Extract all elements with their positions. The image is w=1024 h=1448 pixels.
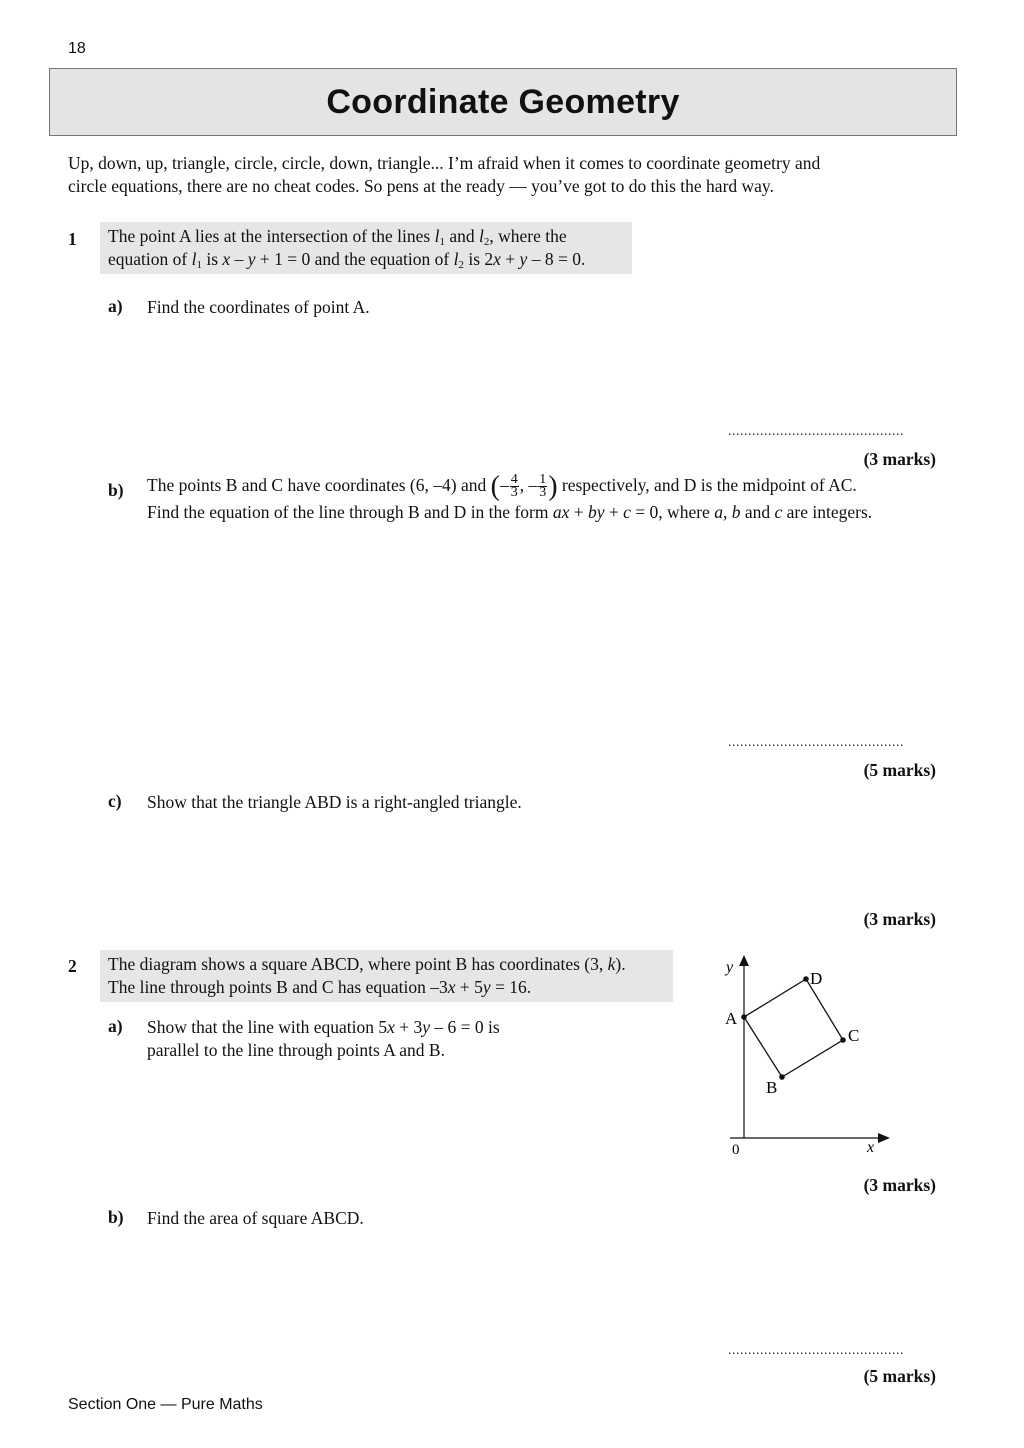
q1b-marks: (5 marks): [863, 760, 936, 780]
origin-label: 0: [732, 1142, 740, 1158]
q1c-marks: (3 marks): [863, 909, 936, 929]
point-b-label: B: [766, 1078, 778, 1097]
point-c-label: C: [848, 1026, 860, 1045]
question-2-number: 2: [68, 956, 77, 976]
q2b-answer-line[interactable]: ............................................: [728, 1343, 904, 1358]
question-1-stem-line-2: equation of $l_1$ is x – y + 1 = 0 and the equation of $l_2$ is 2x + y – 8 = 0.: [108, 249, 586, 271]
question-2-stem: [100, 950, 673, 1002]
q1c-label: c): [108, 791, 122, 811]
point-a-dot: [741, 1014, 747, 1020]
minus-sign: –: [499, 475, 509, 495]
q1a-label: a): [108, 296, 123, 316]
open-paren: (: [490, 470, 500, 502]
footer-section-label: Section One — Pure Maths: [68, 1396, 263, 1413]
y-axis-label: y: [726, 959, 734, 976]
q2a-line-2: parallel to the line through points A and B.: [147, 1040, 445, 1060]
q1a-marks: (3 marks): [863, 449, 936, 469]
q2b-label: b): [108, 1207, 124, 1227]
y-axis-arrow: [739, 955, 749, 966]
fraction-1: $\frac{4}{3}$: [510, 472, 518, 501]
q1b-line-1: The points B and C have coordinates (6, –4) and (– $\frac{4}{3}$ , – $\frac{1}{3}$ ) respectively, and D is the midpoint of AC.: [147, 470, 857, 502]
point-a-label: A: [725, 1009, 738, 1028]
page-title: Coordinate Geometry: [326, 82, 680, 121]
intro-line-1: Up, down, up, triangle, circle, circle, down, triangle... I’m afraid when it comes to coordinate geometry and: [68, 153, 821, 173]
q1b-text-end: respectively, and D is the midpoint of AC.: [561, 475, 857, 495]
q1b-text-start: The points B and C have coordinates (6, –4) and: [147, 475, 487, 495]
intro-line-2: circle equations, there are no cheat codes. So pens at the ready — you’ve got to do this the hard way.: [68, 176, 774, 196]
fraction-2: $\frac{1}{3}$: [539, 472, 547, 501]
q2a-line-1: Show that the line with equation 5x + 3y – 6 = 0 is: [147, 1017, 500, 1037]
q1a-answer-line[interactable]: ............................................: [728, 424, 904, 439]
page-number: 18: [68, 40, 86, 57]
q2b-marks: (5 marks): [863, 1366, 936, 1386]
question-2-stem-line-2: The line through points B and C has equation –3x + 5y = 16.: [108, 977, 532, 997]
x-axis-arrow: [878, 1133, 890, 1143]
q1b-label: b): [108, 480, 124, 500]
question-1-stem-line-1: The point A lies at the intersection of the lines $l_1$ and $l_2$, where the: [108, 226, 567, 248]
q2a-label: a): [108, 1016, 123, 1036]
point-b-dot: [779, 1074, 785, 1080]
x-axis-label: x: [867, 1139, 875, 1156]
q1a-text: Find the coordinates of point A.: [147, 297, 370, 317]
q2a-marks: (3 marks): [863, 1175, 936, 1195]
q1b-text: [147, 470, 947, 524]
q1b-answer-line[interactable]: ............................................: [728, 735, 904, 750]
point-d-dot: [803, 976, 809, 982]
q1b-line-2: Find the equation of the line through B and D in the form ax + by + c = 0, where a, b and c are integers.: [147, 502, 873, 523]
square-abcd-diagram: [720, 950, 900, 1160]
title-band: [49, 68, 957, 136]
close-paren: ): [548, 470, 558, 502]
intro-text: [68, 152, 948, 198]
q1c-text: Show that the triangle ABD is a right-angled triangle.: [147, 792, 522, 812]
point-c-dot: [840, 1037, 846, 1043]
question-2-stem-line-1: The diagram shows a square ABCD, where point B has coordinates (3, k).: [108, 954, 626, 974]
point-d-label: D: [810, 969, 823, 988]
question-1-stem: [100, 222, 632, 274]
square-abcd: [744, 979, 843, 1077]
q2a-text: [147, 1016, 500, 1062]
q2b-text: Find the area of square ABCD.: [147, 1208, 364, 1228]
question-1-number: 1: [68, 229, 77, 249]
